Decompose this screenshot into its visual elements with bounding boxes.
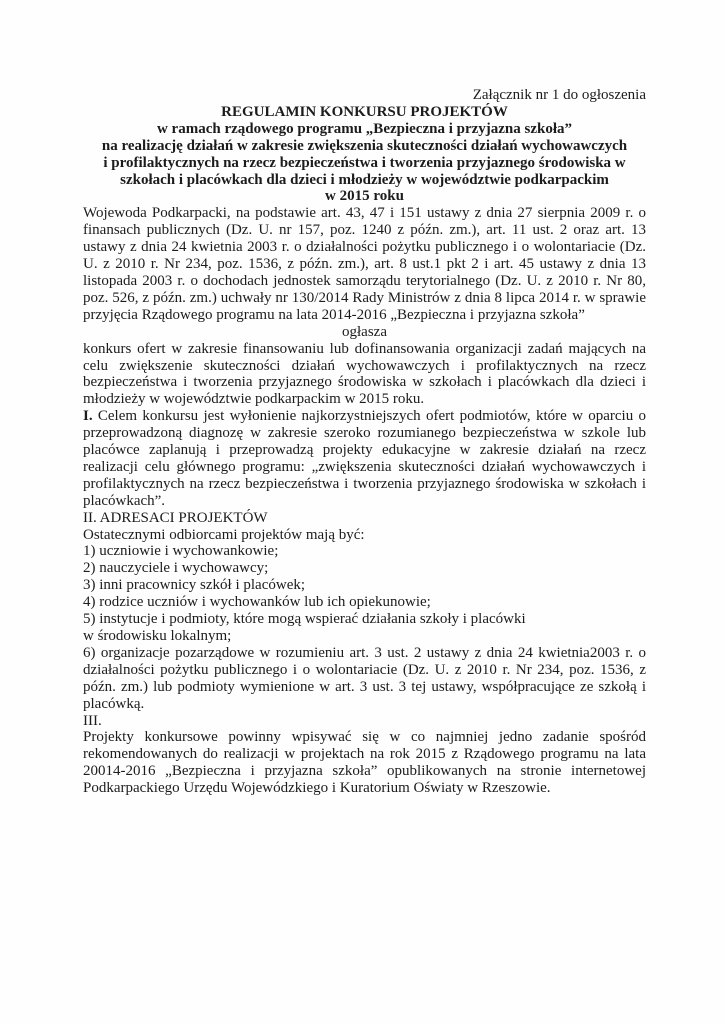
announces-word: ogłasza (342, 323, 387, 340)
title-line-2: w ramach rządowego programu „Bezpieczna i przyjazna szkoła” (156, 120, 573, 137)
list-item-4: 4) rodzice uczniów i wychowanków lub ich opiekunowie; (83, 594, 431, 611)
title-line-6: w 2015 roku (325, 188, 404, 205)
document-content (83, 87, 646, 797)
legal-basis-paragraph: Wojewoda Podkarpacki, na podstawie art. 43, 47 i 151 ustawy z dnia 27 sierpnia 2009 r. o finansach publicznych (Dz. U. nr 157, poz. 1240 z późn. zm.), art. 11 ust. 2 oraz art. 13 ustawy z dnia 24 kwietnia 2003 r. o działalności pożytku publicznego i o wolontariacie (Dz. U. z 2010 r. Nr 234, poz. 1536, z późn. zm.), art. 8 ust.1 pkt 2 i art. 45 ustawy z dnia 13 listopada 2003 r. o dochodach jednostek samorządu terytorialnego (Dz. U. z 2010 r. Nr 80, poz. 526, z późn. zm.) uchwały nr 130/2014 Rady Ministrów z dnia 8 lipca 2014 r. w sprawie przyjęcia Rządowego programu na lata 2014-2016 „Bezpieczna i przyjazna szkoła” (83, 205, 646, 323)
list-item-1: 1) uczniowie i wychowankowie; (83, 543, 279, 560)
section-i-paragraph (83, 408, 646, 509)
document-title (83, 104, 646, 205)
section-i-text: Celem konkursu jest wyłonienie najkorzystniejszych ofert podmiotów, które w oparciu o przeprowadzoną diagnozę w zakresie szeroko rozumianego bezpieczeństwa w szkole lub placówce zaplanują i przeprowadzą projekty edukacyjne w zakresie działań na rzecz realizacji celu głównego programu: „zwiększenia skuteczności działań wychowawczych i profilaktycznych na rzecz bezpieczeństwa i tworzenia przyjaznego środowiska w szkołach i placówkach”. (83, 408, 646, 509)
list-item-2: 2) nauczyciele i wychowawcy; (83, 560, 269, 577)
announcement-paragraph: konkurs ofert w zakresie finansowaniu lub dofinansowania organizacji zadań mających na celu zwiększenie skuteczności działań wychowawczych i profilaktycznych na rzecz bezpieczeństwa i tworzenia przyjaznego środowiska w szkołach i placówkach dla dzieci i młodzieży w województwie podkarpackim w 2015 roku. (83, 340, 646, 408)
list-item-5: 5) instytucje i podmioty, które mogą wspierać działania szkoły i placówki (83, 611, 526, 628)
attachment-note: Załącznik nr 1 do ogłoszenia (472, 87, 646, 103)
section-ii-heading: II. ADRESACI PROJEKTÓW (83, 509, 268, 526)
title-line-1: REGULAMIN KONKURSU PROJEKTÓW (221, 103, 508, 120)
list-item-6: 6) organizacje pozarządowe w rozumieniu art. 3 ust. 2 ustawy z dnia 24 kwietnia2003 r. o działalności pożytku publicznego i o wolontariacie (Dz. U. z 2010 r. Nr 234, poz. 1536, z późn. zm.) lub podmioty wymienione w art. 3 ust. 3 tej ustawy, współpracujące ze szkołą i placówką. (83, 644, 646, 712)
section-ii-intro: Ostatecznymi odbiorcami projektów mają być: (83, 526, 365, 543)
list-item-5-continuation: w środowisku lokalnym; (83, 628, 232, 644)
recipients-list (83, 543, 646, 712)
title-line-5: szkołach i placówkach dla dzieci i młodzieży w województwie podkarpackim (120, 171, 609, 188)
title-line-3: na realizację działań w zakresie zwiększenia skuteczności działań wychowawczych (101, 137, 628, 154)
title-line-4: i profilaktycznych na rzecz bezpieczeństwa i tworzenia przyjaznego środowiska w (103, 154, 626, 171)
section-iii-heading: III. (83, 712, 102, 729)
section-iii-paragraph: Projekty konkursowe powinny wpisywać się w co najmniej jedno zadanie spośród rekomendowanych do realizacji w projektach na rok 2015 z Rządowego programu na lata 20014-2016 „Bezpieczna i przyjazna szkoła” opublikowanych na stronie internetowej Podkarpackiego Urzędu Wojewódzkiego i Kuratorium Oświaty w Rzeszowie. (83, 729, 646, 797)
list-item-3: 3) inni pracownicy szkół i placówek; (83, 577, 306, 594)
section-i-number: I. (83, 408, 93, 425)
